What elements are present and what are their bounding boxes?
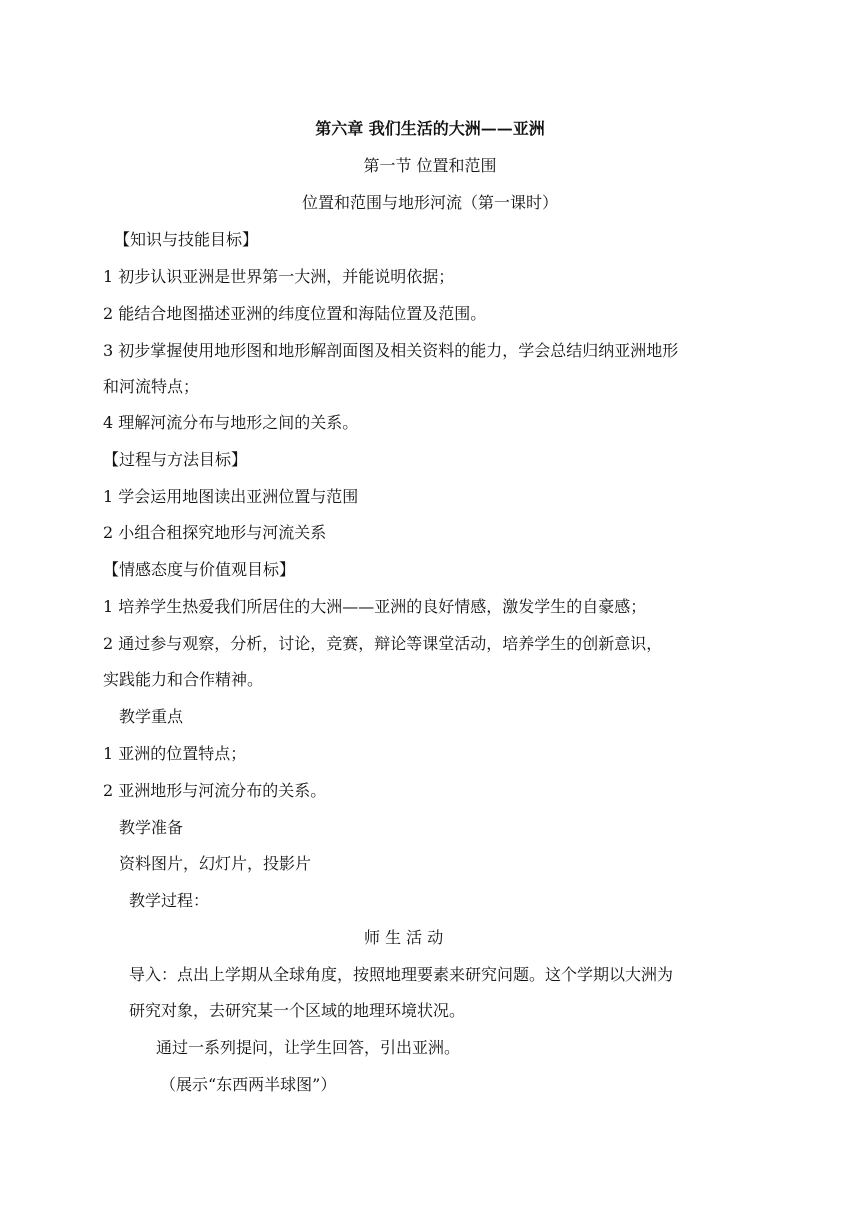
knowledge-goal-item: 4 理解河流分布与地形之间的关系。 — [103, 413, 359, 432]
process-heading: 教学过程： — [129, 891, 210, 910]
knowledge-goals-heading: 【知识与技能目标】 — [114, 230, 259, 249]
key-points-heading: 教学重点 — [119, 707, 184, 726]
knowledge-goal-item: 1 初步认识亚洲是世界第一大洲，并能说明依据； — [103, 267, 455, 286]
process-goal-item: 2 小组合租探究地形与河流关系 — [103, 523, 327, 542]
lesson-title: 位置和范围与地形河流（第一课时） — [301, 193, 558, 212]
process-line: 导入：点出上学期从全球角度，按照地理要素来研究问题。这个学期以大洲为 — [129, 965, 674, 984]
emotion-goal-item: 2 通过参与观察，分析，讨论，竞赛，辩论等课堂活动，培养学生的创新意识， — [103, 634, 663, 653]
emotion-goal-item: 实践能力和合作精神。 — [103, 670, 264, 689]
process-line: （展示“东西两半球图”） — [160, 1075, 337, 1094]
process-line: 研究对象，去研究某一个区域的地理环境状况。 — [129, 1001, 466, 1020]
key-point-item: 2 亚洲地形与河流分布的关系。 — [103, 781, 327, 800]
preparation-content: 资料图片，幻灯片，投影片 — [119, 854, 312, 873]
process-goal-item: 1 学会运用地图读出亚洲位置与范围 — [103, 487, 359, 506]
activity-title: 师 生 活 动 — [364, 928, 444, 947]
section-title: 第一节 位置和范围 — [363, 156, 497, 175]
key-point-item: 1 亚洲的位置特点； — [103, 744, 247, 763]
chapter-title: 第六章 我们生活的大洲——亚洲 — [315, 119, 545, 138]
process-goals-heading: 【过程与方法目标】 — [103, 450, 248, 469]
knowledge-goal-item: 2 能结合地图描述亚洲的纬度位置和海陆位置及范围。 — [103, 304, 487, 323]
process-line: 通过一系列提问，让学生回答，引出亚洲。 — [156, 1038, 461, 1057]
knowledge-goal-item: 3 初步掌握使用地形图和地形解剖面图及相关资料的能力，学会总结归纳亚洲地形 — [103, 341, 679, 360]
knowledge-goal-item: 和河流特点； — [103, 377, 200, 396]
emotion-goals-heading: 【情感态度与价值观目标】 — [103, 560, 296, 579]
preparation-heading: 教学准备 — [119, 818, 184, 837]
emotion-goal-item: 1 培养学生热爱我们所居住的大洲——亚洲的良好情感，激发学生的自豪感； — [103, 597, 647, 616]
